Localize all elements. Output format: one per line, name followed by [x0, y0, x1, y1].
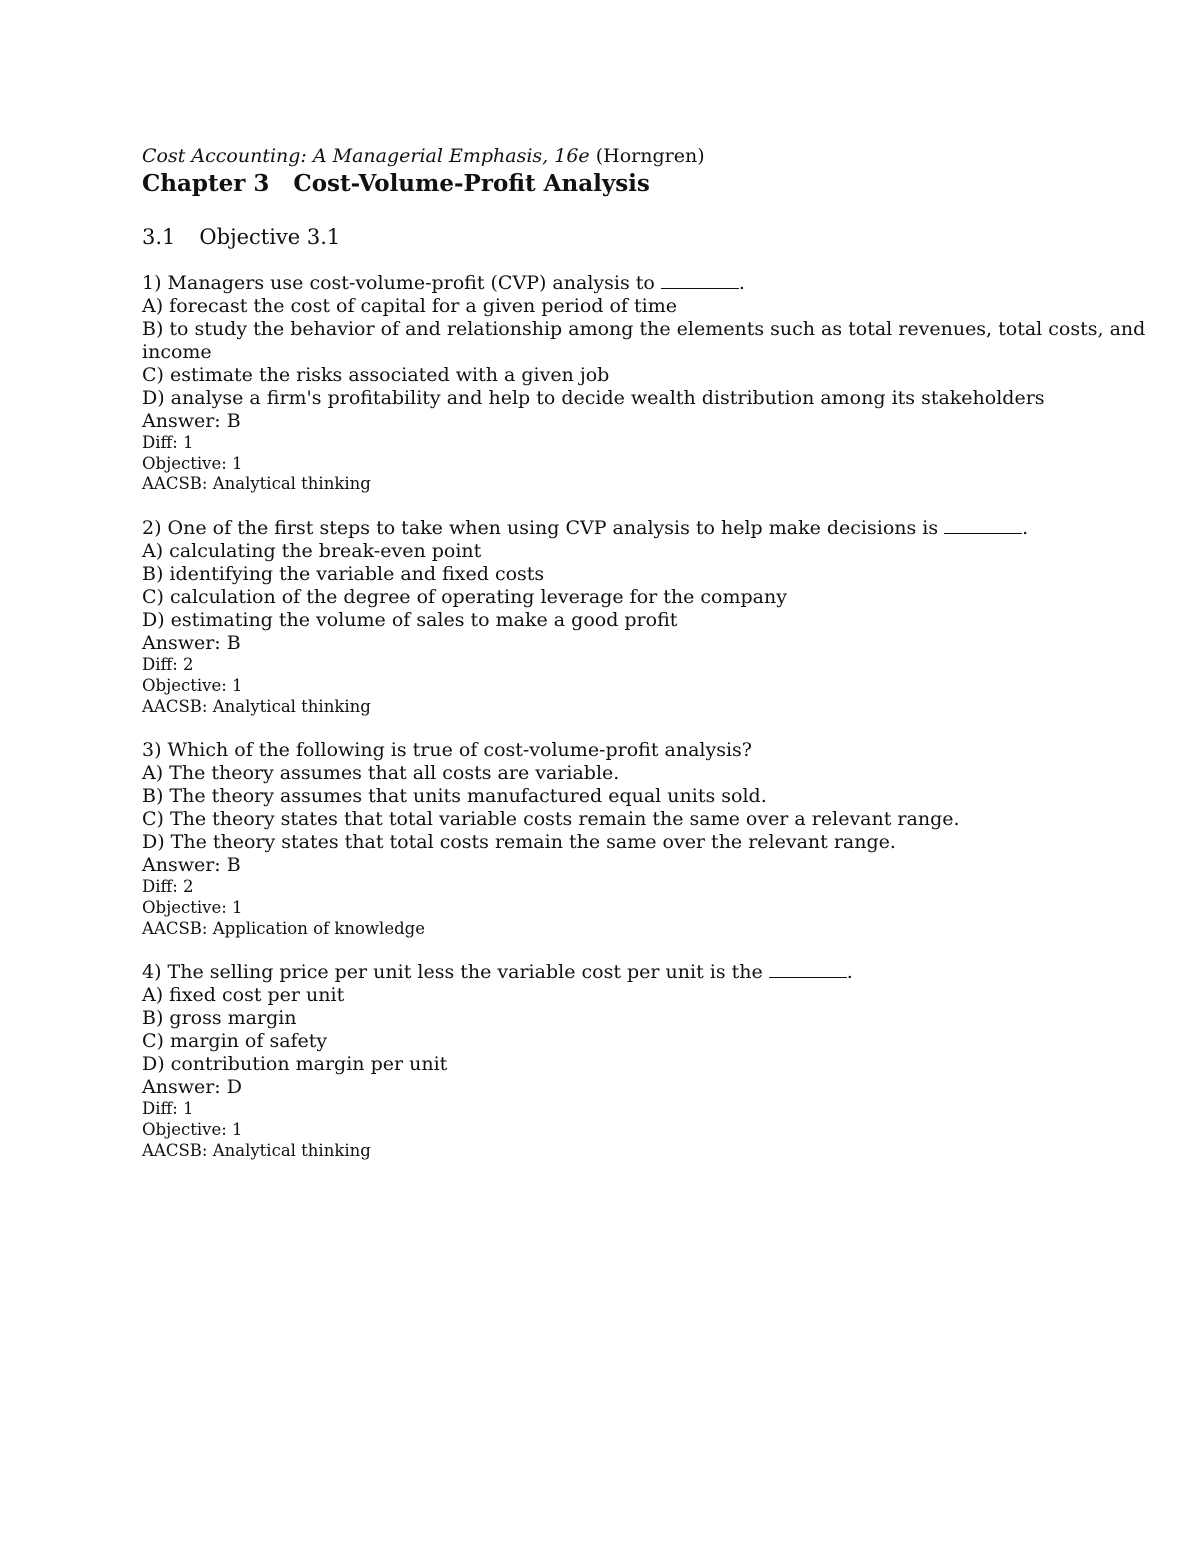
- question-stem-text: 4) The selling price per unit less the variable cost per unit is the: [142, 961, 769, 984]
- chapter-number: Chapter 3: [142, 170, 270, 197]
- difficulty-line: Diff: 2: [142, 877, 194, 897]
- aacsb-line: AACSB: Analytical thinking: [142, 1140, 371, 1160]
- question-stem-end: .: [1022, 517, 1029, 540]
- aacsb-line: AACSB: Application of knowledge: [142, 918, 425, 938]
- objective-line: Objective: 1: [142, 1120, 243, 1140]
- answer-blank: [661, 272, 739, 289]
- question-3: [142, 739, 1162, 939]
- difficulty-line: Diff: 2: [142, 655, 194, 675]
- answer-blank: [944, 517, 1022, 534]
- option-d: D) The theory states that total costs remain the same over the relevant range.: [142, 831, 896, 854]
- book-citation: [142, 143, 1162, 169]
- option-b: B) The theory assumes that units manufactured equal units sold.: [142, 785, 767, 808]
- objective-line: Objective: 1: [142, 675, 243, 695]
- answer-line: Answer: B: [142, 854, 241, 877]
- aacsb-line: AACSB: Analytical thinking: [142, 696, 371, 716]
- option-b: B) gross margin: [142, 1007, 297, 1030]
- option-b: B) identifying the variable and fixed costs: [142, 563, 545, 586]
- option-c: C) calculation of the degree of operating leverage for the company: [142, 586, 787, 609]
- question-stem: [142, 272, 1162, 295]
- objective-line: Objective: 1: [142, 453, 243, 473]
- option-a: A) calculating the break-even point: [142, 540, 482, 563]
- difficulty-line: Diff: 1: [142, 433, 194, 452]
- question-2: [142, 517, 1162, 717]
- option-a: A) The theory assumes that all costs are variable.: [142, 762, 620, 785]
- answer-line: Answer: D: [142, 1076, 242, 1099]
- chapter-heading: [142, 169, 1162, 199]
- question-stem: [142, 961, 1162, 984]
- question-stem: [142, 517, 1162, 540]
- objective-line: Objective: 1: [142, 897, 243, 917]
- aacsb-line: AACSB: Analytical thinking: [142, 474, 371, 494]
- book-author: (Horngren): [595, 145, 705, 167]
- question-stem-end: .: [738, 272, 745, 294]
- answer-blank: [769, 961, 847, 978]
- option-b: B) to study the behavior of and relationship among the elements such as total revenues, total costs, and income: [142, 318, 1146, 363]
- option-c: C) The theory states that total variable costs remain the same over a relevant range.: [142, 808, 960, 831]
- answer-line: Answer: B: [142, 410, 241, 432]
- question-stem: [142, 739, 1162, 762]
- chapter-title: Cost-Volume-Profit Analysis: [293, 170, 650, 197]
- section-number: 3.1: [142, 225, 176, 249]
- difficulty-line: Diff: 1: [142, 1099, 194, 1119]
- option-d: D) analyse a firm's profitability and help to decide wealth distribution among its stakeholders: [142, 387, 1045, 409]
- option-a: A) fixed cost per unit: [142, 984, 345, 1007]
- question-4: [142, 961, 1162, 1161]
- option-d: D) contribution margin per unit: [142, 1053, 448, 1076]
- document-page: [142, 143, 1162, 1161]
- question-stem-text: 1) Managers use cost-volume-profit (CVP) analysis to: [142, 272, 661, 294]
- question-stem-text: 3) Which of the following is true of cost-volume-profit analysis?: [142, 739, 752, 762]
- question-stem-text: 2) One of the first steps to take when using CVP analysis to help make decisions is: [142, 517, 945, 540]
- option-c: C) estimate the risks associated with a given job: [142, 364, 610, 386]
- section-title: Objective 3.1: [199, 225, 341, 249]
- question-1: [142, 272, 1162, 495]
- option-c: C) margin of safety: [142, 1030, 328, 1053]
- answer-line: Answer: B: [142, 632, 241, 655]
- question-stem-end: .: [846, 961, 853, 984]
- option-a: A) forecast the cost of capital for a given period of time: [142, 295, 677, 317]
- option-d: D) estimating the volume of sales to make a good profit: [142, 609, 678, 632]
- book-title: Cost Accounting: A Managerial Emphasis, 16e: [142, 145, 590, 167]
- section-heading: [142, 223, 1162, 251]
